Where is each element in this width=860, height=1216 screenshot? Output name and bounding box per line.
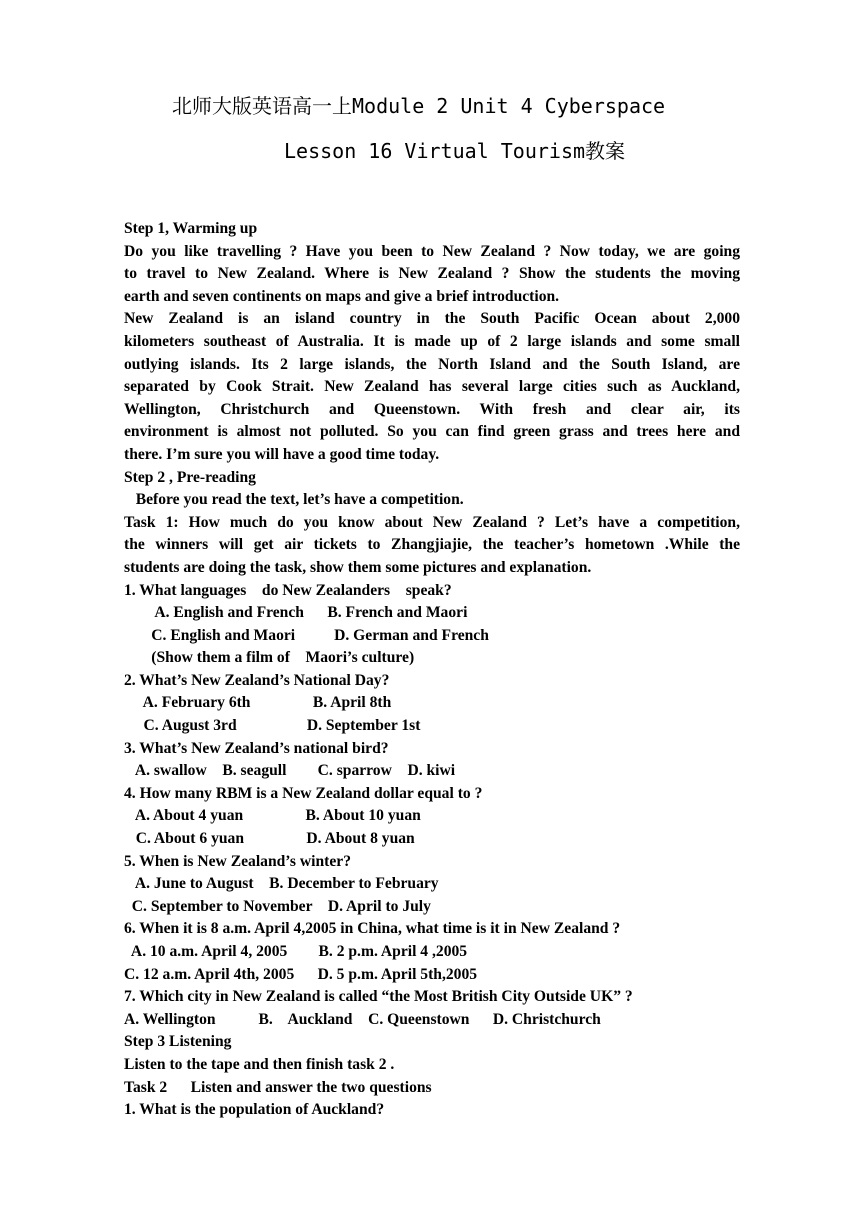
text-line: environment is almost not polluted. So you can find green grass and trees here and xyxy=(124,423,740,441)
text-line: 2. What’s New Zealand’s National Day? xyxy=(124,671,390,689)
text-line: Do you like travelling ? Have you been to New Zealand ? Now today, we are going xyxy=(124,242,740,260)
text-line: kilometers southeast of Australia. It is made up of 2 large islands and some small xyxy=(124,332,740,350)
text-line: A. About 4 yuan B. About 10 yuan xyxy=(124,807,421,825)
text-line: A. June to August B. December to February xyxy=(124,875,439,893)
text-line: A. 10 a.m. April 4, 2005 B. 2 p.m. April 4 ,2005 xyxy=(124,943,468,960)
text-line: C. About 6 yuan D. About 8 yuan xyxy=(124,830,415,848)
text-line: C. 12 a.m. April 4th, 2005 D. 5 p.m. April 5th,2005 xyxy=(124,965,478,983)
text-line: 1. What is the population of Auckland? xyxy=(124,1101,385,1119)
text-line: outlying islands. Its 2 large islands, the North Island and the South Island, are xyxy=(124,355,740,373)
text-line: New Zealand is an island country in the South Pacific Ocean about 2,000 xyxy=(124,310,740,328)
text-line: 7. Which city in New Zealand is called “the Most British City Outside UK” ? xyxy=(124,988,633,1006)
text-line: to travel to New Zealand. Where is New Zealand ? Show the students the moving xyxy=(124,265,740,283)
text-line: separated by Cook Strait. New Zealand has several large cities such as Auckland, xyxy=(124,378,740,396)
document-title: 北师大版英语高一上Module 2 Unit 4 Cyberspace xyxy=(172,94,666,118)
text-line: 6. When it is 8 a.m. April 4,2005 in China, what time is it in New Zealand ? xyxy=(124,920,621,938)
text-line: earth and seven continents on maps and give a brief introduction. xyxy=(124,287,560,305)
text-line: C. August 3rd D. September 1st xyxy=(124,717,421,735)
text-line: Step 1, Warming up xyxy=(124,220,258,237)
text-line: 3. What’s New Zealand’s national bird? xyxy=(124,739,389,757)
text-line: Before you read the text, let’s have a competition. xyxy=(124,491,464,509)
text-line: Step 2 , Pre-reading xyxy=(124,468,256,486)
text-line: Step 3 Listening xyxy=(124,1033,232,1051)
text-line: Wellington, Christchurch and Queenstown. With fresh and clear air, its xyxy=(124,400,740,418)
text-line: Task 2 Listen and answer the two questions xyxy=(124,1078,432,1096)
document-subtitle: Lesson 16 Virtual Tourism教案 xyxy=(284,139,626,163)
text-line: C. English and Maori D. German and French xyxy=(124,626,489,644)
text-line: there. I’m sure you will have a good time today. xyxy=(124,445,440,463)
text-line: Listen to the tape and then finish task 2 . xyxy=(124,1055,395,1073)
text-line: A. February 6th B. April 8th xyxy=(124,694,392,712)
text-line: A. swallow B. seagull C. sparrow D. kiwi xyxy=(124,762,456,780)
text-line: 4. How many RBM is a New Zealand dollar equal to ? xyxy=(124,784,483,802)
document-body xyxy=(124,218,740,1122)
text-line: the winners will get air tickets to Zhangjiajie, the teacher’s hometown .While the xyxy=(124,536,740,554)
text-line: (Show them a film of Maori’s culture) xyxy=(124,649,415,667)
text-line: A. English and French B. French and Maori xyxy=(124,604,468,622)
text-line: 5. When is New Zealand’s winter? xyxy=(124,852,351,870)
text-line: 1. What languages do New Zealanders speak? xyxy=(124,581,452,599)
text-line: C. September to November D. April to July xyxy=(124,897,431,915)
text-line: Task 1: How much do you know about New Zealand ? Let’s have a competition, xyxy=(124,513,740,531)
text-line: students are doing the task, show them some pictures and explanation. xyxy=(124,558,592,576)
text-line: A. Wellington B. Auckland C. Queenstown D. Christchurch xyxy=(124,1010,601,1028)
